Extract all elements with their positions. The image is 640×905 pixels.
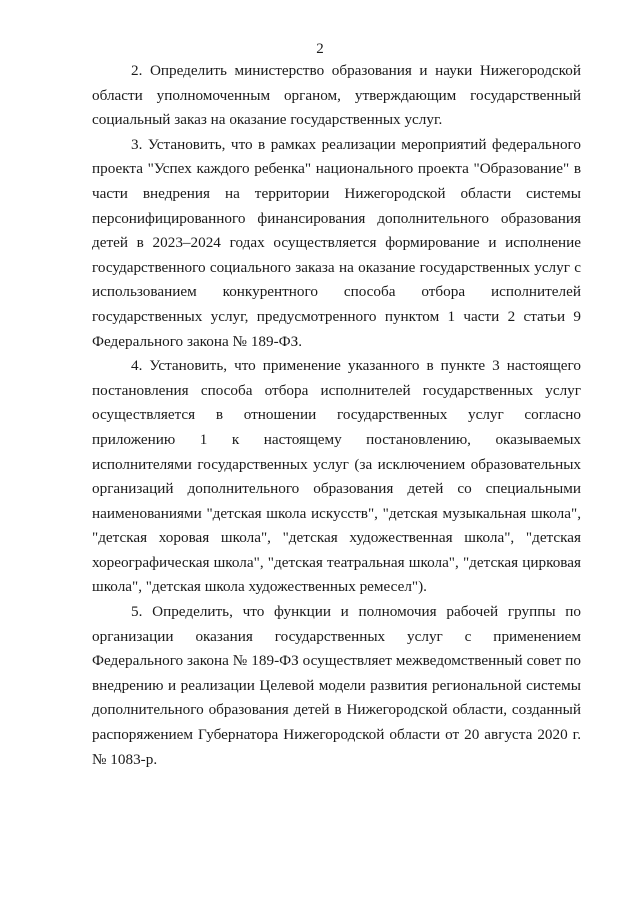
paragraph-2: 2. Определить министерство образования и науки Нижегородской области уполномоченным органом, утверждающим государственный социальный заказ на оказание государственных услуг. [92,62,581,129]
page-number: 2 [316,41,324,57]
document-body [92,59,581,772]
paragraph-4: 4. Установить, что применение указанного в пункте 3 настоящего постановления способа отбора исполнителей государственных услуг осуществляется в отношении государственных услуг согласно приложению 1 к настоящему постановлению, оказываемых исполнителями государственных услуг (за исключением образовательных организаций дополнительного образования детей со специальными наименованиями "детская школа искусств", "детская музыкальная школа", "детская хоровая школа", "детская художественная школа", "детская хореографическая школа", "детская театральная школа", "детская цирковая школа", "детская школа художественных ремесел"). [92,357,581,596]
paragraph-3: 3. Установить, что в рамках реализации мероприятий федерального проекта "Успех каждого ребенка" национального проекта "Образование" в части внедрения на территории Нижегородской области системы персонифицированного финансирования дополнительного образования детей в 2023–2024 годах осуществляется формирование и исполнение государственного социального заказа на оказание государственных услуг с использованием конкурентного способа отбора исполнителей государственных услуг, предусмотренного пунктом 1 части 2 статьи 9 Федерального закона № 189-ФЗ. [92,135,581,350]
paragraph-5: 5. Определить, что функции и полномочия рабочей группы по организации оказания государственных услуг с применением Федерального закона № 189-ФЗ осуществляет межведомственный совет по внедрению и реализации Целевой модели развития региональной системы дополнительного образования детей в Нижегородской области, созданный распоряжением Губернатора Нижегородской области от 20 августа 2020 г. № 1083-р. [92,603,581,768]
